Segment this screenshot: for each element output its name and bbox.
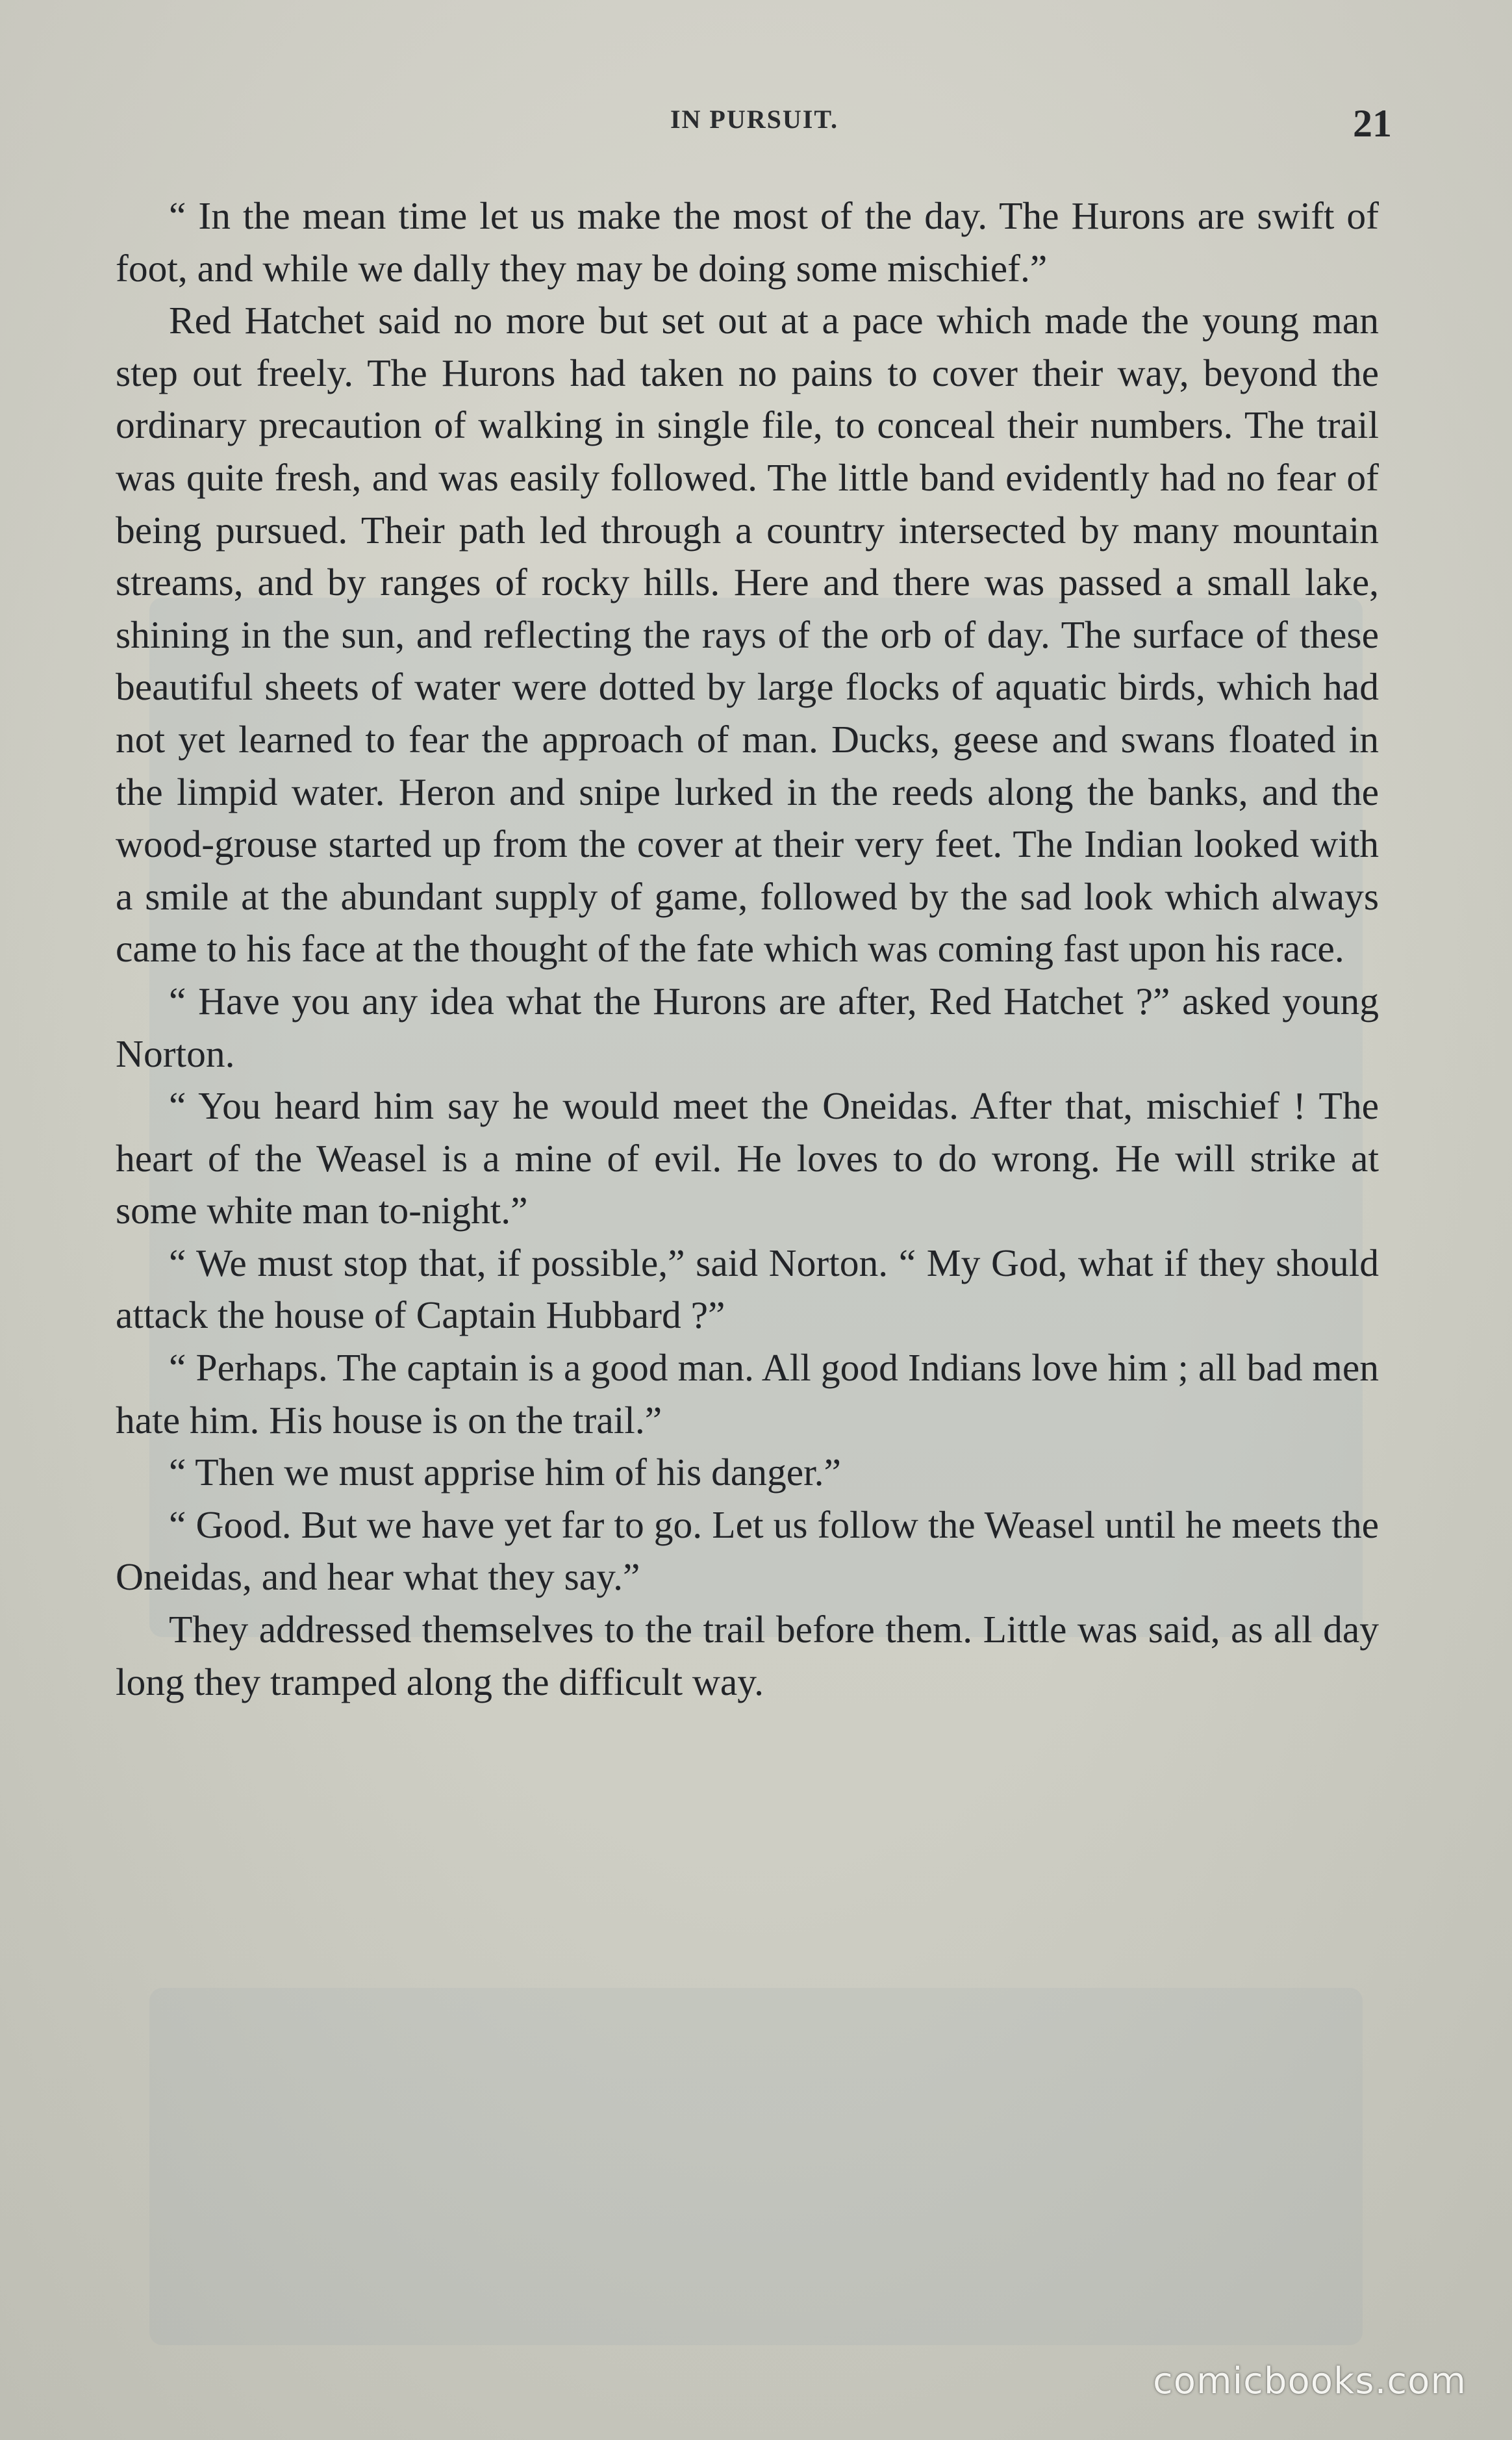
running-title: IN PURSUIT.: [670, 105, 839, 134]
paragraph: Red Hatchet said no more but set out at a pace which made the young man step out freely. The Hurons had taken no pains to cover their way, beyond the ordinary precaution of walking in single file, to conceal their numbers. The trail was quite fresh, and was easily followed. The little band evidently had no fear of being pursued. Their path led through a country intersected by many mountain streams, and by ranges of rocky hills. Here and there was passed a small lake, shining in the sun, and reflecting the rays of the orb of day. The surface of these beautiful sheets of water were dotted by large flocks of aquatic birds, which had not yet learned to fear the approach of man. Ducks, geese and swans floated in the limpid water. Heron and snipe lurked in the reeds along the banks, and the wood-grouse started up from the cover at their very feet. The Indian looked with a smile at the abundant supply of game, followed by the sad look which always came to his face at the thought of the fate which was coming fast upon his race.: [116, 299, 1379, 971]
paragraph: They addressed themselves to the trail before them. Little was said, as all day long they tramped along the difficult way.: [116, 1608, 1379, 1703]
page-header: [117, 104, 1392, 156]
paragraph: “ In the mean time let us make the most of the day. The Hurons are swift of foot, and while we dally they may be doing some mischief.”: [116, 194, 1379, 290]
body-text: [116, 190, 1379, 1708]
page-number: 21: [1353, 102, 1392, 145]
watermark: comicbooks.com: [1152, 2360, 1467, 2402]
show-through-tint-lower: [149, 1988, 1363, 2345]
paragraph: “ We must stop that, if possible,” said Norton. “ My God, what if they should attack the house of Captain Hubbard ?”: [116, 1241, 1379, 1337]
paragraph: “ Then we must apprise him of his danger.”: [169, 1451, 841, 1494]
paragraph: “ Good. But we have yet far to go. Let us follow the Weasel until he meets the Oneidas, and hear what they say.”: [116, 1503, 1379, 1599]
paragraph: “ Perhaps. The captain is a good man. All good Indians love him ; all bad men hate him. His house is on the trail.”: [116, 1346, 1379, 1442]
paragraph: “ You heard him say he would meet the Oneidas. After that, mischief ! The heart of the Weasel is a mine of evil. He loves to do wrong. He will strike at some white man to-night.”: [116, 1084, 1379, 1232]
paragraph: “ Have you any idea what the Hurons are after, Red Hatchet ?” asked young Norton.: [116, 979, 1379, 1075]
